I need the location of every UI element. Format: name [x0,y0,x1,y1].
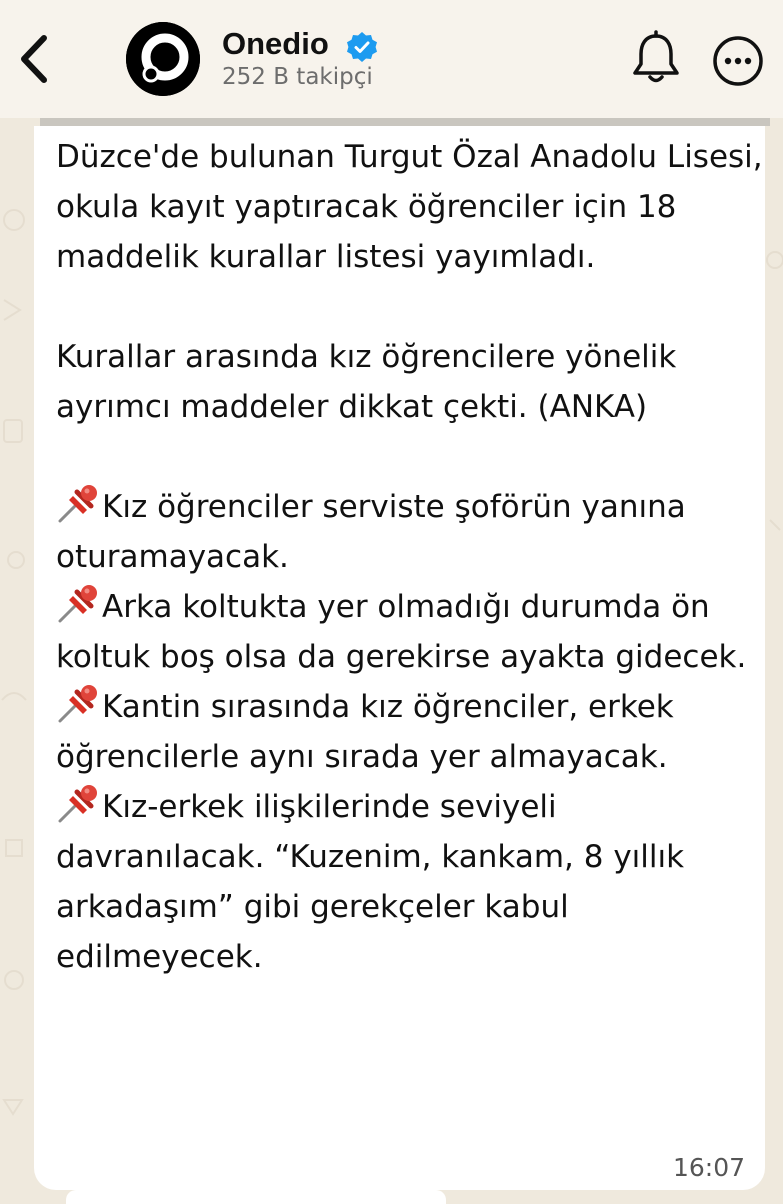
onedio-logo [126,22,200,96]
rule-text: Arka koltukta yer olmadığı durumda ön koltuk boş olsa da gerekirse ayakta gidecek. [56,589,747,675]
rule-item [56,682,766,782]
more-options-icon[interactable] [712,35,764,87]
rule-item [56,482,766,582]
next-message-preview[interactable] [66,1190,446,1204]
pushpin-icon [56,583,100,623]
message-timestamp: 16:07 [673,1153,746,1182]
message-intro: Düzce'de bulunan Turgut Özal Anadolu Lisesi, okula kayıt yaptıracak öğrenciler için 18 maddelik kurallar listesi yayımladı. [56,139,763,275]
message-note: Kurallar arasında kız öğrencilere yönelik ayrımcı maddeler dikkat çekti. (ANKA) [56,339,677,425]
rule-item [56,582,766,682]
follower-count: 252 B takipçi [222,64,373,90]
pushpin-icon [56,683,100,723]
back-icon[interactable] [14,32,54,86]
pushpin-icon [56,783,100,823]
rule-text: Kız-erkek ilişkilerinde seviyeli davranılacak. “Kuzenim, kankam, 8 yıllık arkadaşım” gibi gerekçeler kabul edilmeyecek. [56,789,685,975]
message-text [56,132,766,982]
rule-text: Kız öğrenciler serviste şoförün yanına oturamayacak. [56,489,686,575]
channel-header [0,0,783,118]
rule-item [56,782,766,982]
verified-badge-icon [346,31,378,63]
channel-name[interactable]: Onedio [222,26,329,61]
bell-icon[interactable] [630,30,682,86]
pushpin-icon [56,483,100,523]
rule-text: Kantin sırasında kız öğrenciler, erkek öğrencilerle aynı sırada yer almayacak. [56,689,674,775]
channel-avatar[interactable] [126,22,200,96]
